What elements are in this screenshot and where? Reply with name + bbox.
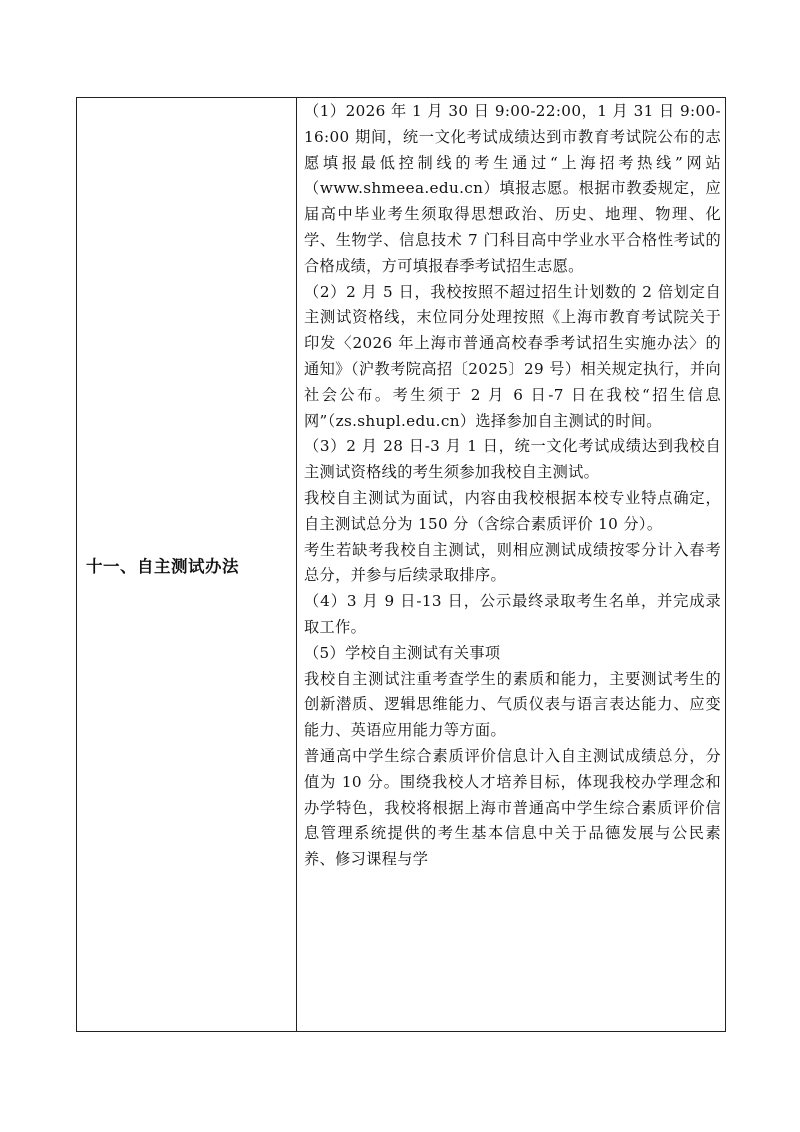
section-label: 十一、自主测试办法 — [86, 556, 239, 576]
admission-info-table — [76, 97, 726, 1032]
paragraph-test-dates: （3）2 月 28 日-3 月 1 日，统一文化考试成绩达到我校自主测试资格线的考生须参加我校自主测试。 — [304, 437, 721, 482]
paragraph-registration: （1）2026 年 1 月 30 日 9:00-22:00，1 月 31 日 9:00-16:00 期间，统一文化考试成绩达到市教育考试院公布的志愿填报最低控制线的考生通过“上海招考热线”网站（www.shmeea.edu.cn）填报志愿。根据市教委规定，应届高中毕业考生须取得思想政治、历史、地理、物理、化学、生物学、信息技术 7 门科目高中学业水平合格性考试的合格成绩，方可填报春季考试招生志愿。 — [304, 102, 721, 275]
paragraph-absence-rule: 考生若缺考我校自主测试，则相应测试成绩按零分计入春考总分，并参与后续录取排序。 — [304, 540, 721, 585]
section-content — [297, 98, 725, 1031]
paragraph-interview-format: 我校自主测试为面试，内容由我校根据本校专业特点确定，自主测试总分为 150 分（含综合素质评价 10 分）。 — [304, 488, 721, 533]
paragraph-assessment-focus: 我校自主测试注重考查学生的素质和能力，主要测试考生的创新潜质、逻辑思维能力、气质仪表与语言表达能力、应变能力、英语应用能力等方面。 — [304, 669, 721, 740]
paragraph-test-matters-heading: （5）学校自主测试有关事项 — [304, 643, 501, 662]
paragraph-comprehensive-evaluation: 普通高中学生综合素质评价信息计入自主测试成绩总分，分值为 10 分。围绕我校人才培养目标，体现我校办学理念和办学特色，我校将根据上海市普通高中学生综合素质评价信息管理系统提供的考生基本信息中关于品德发展与公民素养、修习课程与学 — [304, 746, 721, 869]
paragraph-publication: （4）3 月 9 日-13 日，公示最终录取考生名单，并完成录取工作。 — [304, 592, 721, 636]
section-content-cell — [297, 98, 726, 1032]
paragraph-qualification-line: （2）2 月 5 日，我校按照不超过招生计划数的 2 倍划定自主测试资格线，末位同分处理按照《上海市教育考试院关于印发〈2026 年上海市普通高校春季考试招生实施办法〉的通知》（沪教考院高招〔2025〕29 号）相关规定执行，并向社会公布。考生须于 2 月 6 日-7 日在我校“招生信息网”（zs.shupl.edu.cn）选择参加自主测试的时间。 — [304, 282, 721, 430]
table-row — [77, 98, 726, 1032]
section-label-cell — [77, 98, 297, 1032]
